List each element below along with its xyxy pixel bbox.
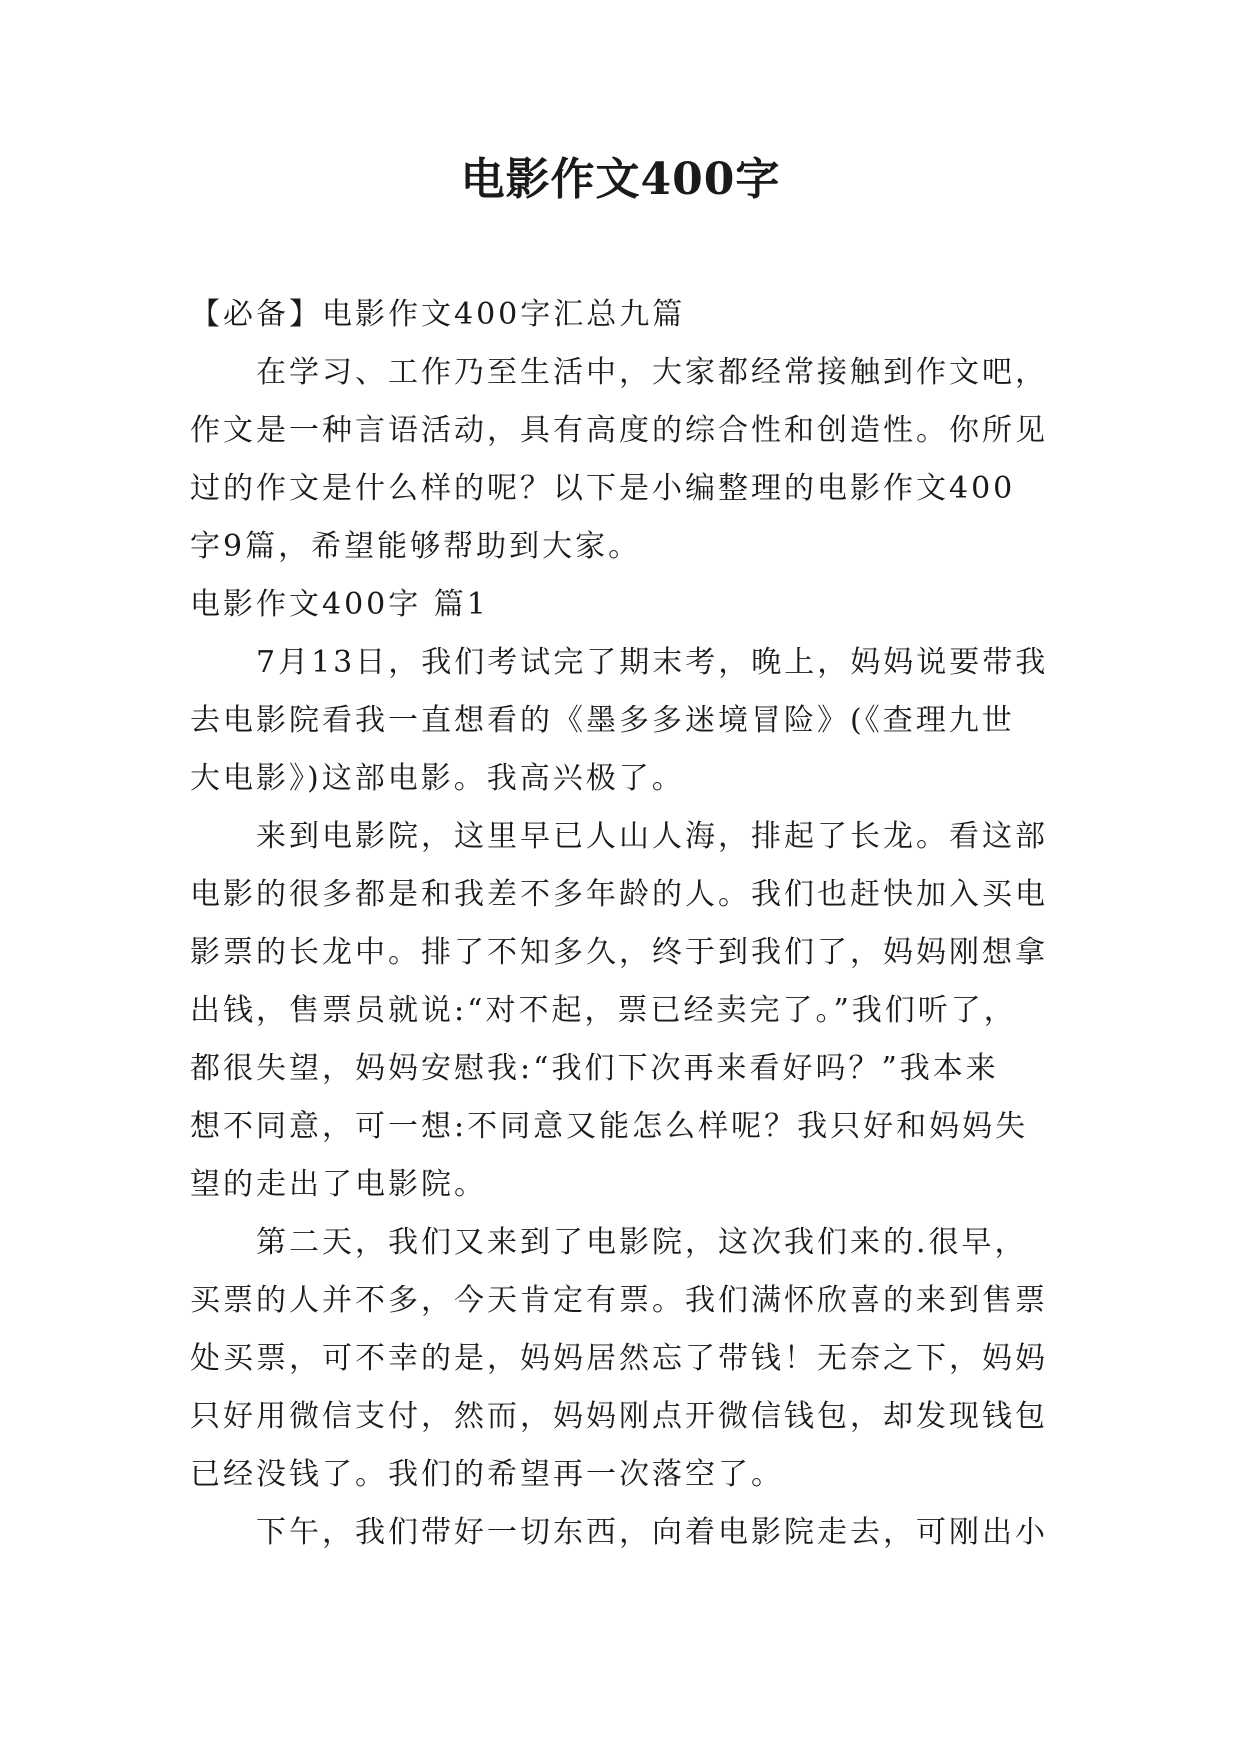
intro-line: 字9篇，希望能够帮助到大家。 [190, 529, 642, 564]
paragraph-line: 电影的很多都是和我差不多年龄的人。我们也赶快加入买电 [190, 877, 1048, 912]
intro-line: 作文是一种言语活动，具有高度的综合性和创造性。你所见 [190, 413, 1048, 448]
paragraph-line: 第二天，我们又来到了电影院，这次我们来的.很早， [190, 1225, 1028, 1260]
document-title: 电影作文400字 [460, 154, 781, 205]
intro-line: 过的作文是什么样的呢？以下是小编整理的电影作文400 [190, 471, 1016, 506]
paragraph-line: 已经没钱了。我们的希望再一次落空了。 [190, 1457, 784, 1492]
paragraph-line: 7月13日，我们考试完了期末考，晚上，妈妈说要带我 [190, 645, 1049, 680]
paragraph-line: 只好用微信支付，然而，妈妈刚点开微信钱包，却发现钱包 [190, 1399, 1048, 1434]
section-heading: 电影作文400字 篇1 [190, 587, 489, 622]
paragraph-line: 处买票，可不幸的是，妈妈居然忘了带钱！无奈之下，妈妈 [190, 1341, 1048, 1376]
paragraph-line: 都很失望，妈妈安慰我:“我们下次再来看好吗？”我本来 [190, 1051, 999, 1086]
subtitle-line: 【必备】电影作文400字汇总九篇 [190, 297, 686, 332]
paragraph-line: 出钱，售票员就说:“对不起，票已经卖完了。”我们听了， [190, 993, 1017, 1028]
paragraph-line: 大电影》)这部电影。我高兴极了。 [190, 761, 685, 796]
paragraph-line: 想不同意，可一想:不同意又能怎么样呢？我只好和妈妈失 [190, 1109, 1029, 1144]
paragraph-line: 去电影院看我一直想看的《墨多多迷境冒险》(《查理九世 [190, 703, 1015, 738]
paragraph-line: 来到电影院，这里早已人山人海，排起了长龙。看这部 [190, 819, 1048, 854]
intro-line: 在学习、工作乃至生活中，大家都经常接触到作文吧， [190, 355, 1048, 390]
paragraph-line: 影票的长龙中。排了不知多久，终于到我们了，妈妈刚想拿 [190, 935, 1048, 970]
paragraph-line: 望的走出了电影院。 [190, 1167, 487, 1202]
paragraph-line: 下午，我们带好一切东西，向着电影院走去，可刚出小 [190, 1515, 1048, 1550]
document-body [190, 286, 1070, 1562]
paragraph-line: 买票的人并不多，今天肯定有票。我们满怀欣喜的来到售票 [190, 1283, 1048, 1318]
